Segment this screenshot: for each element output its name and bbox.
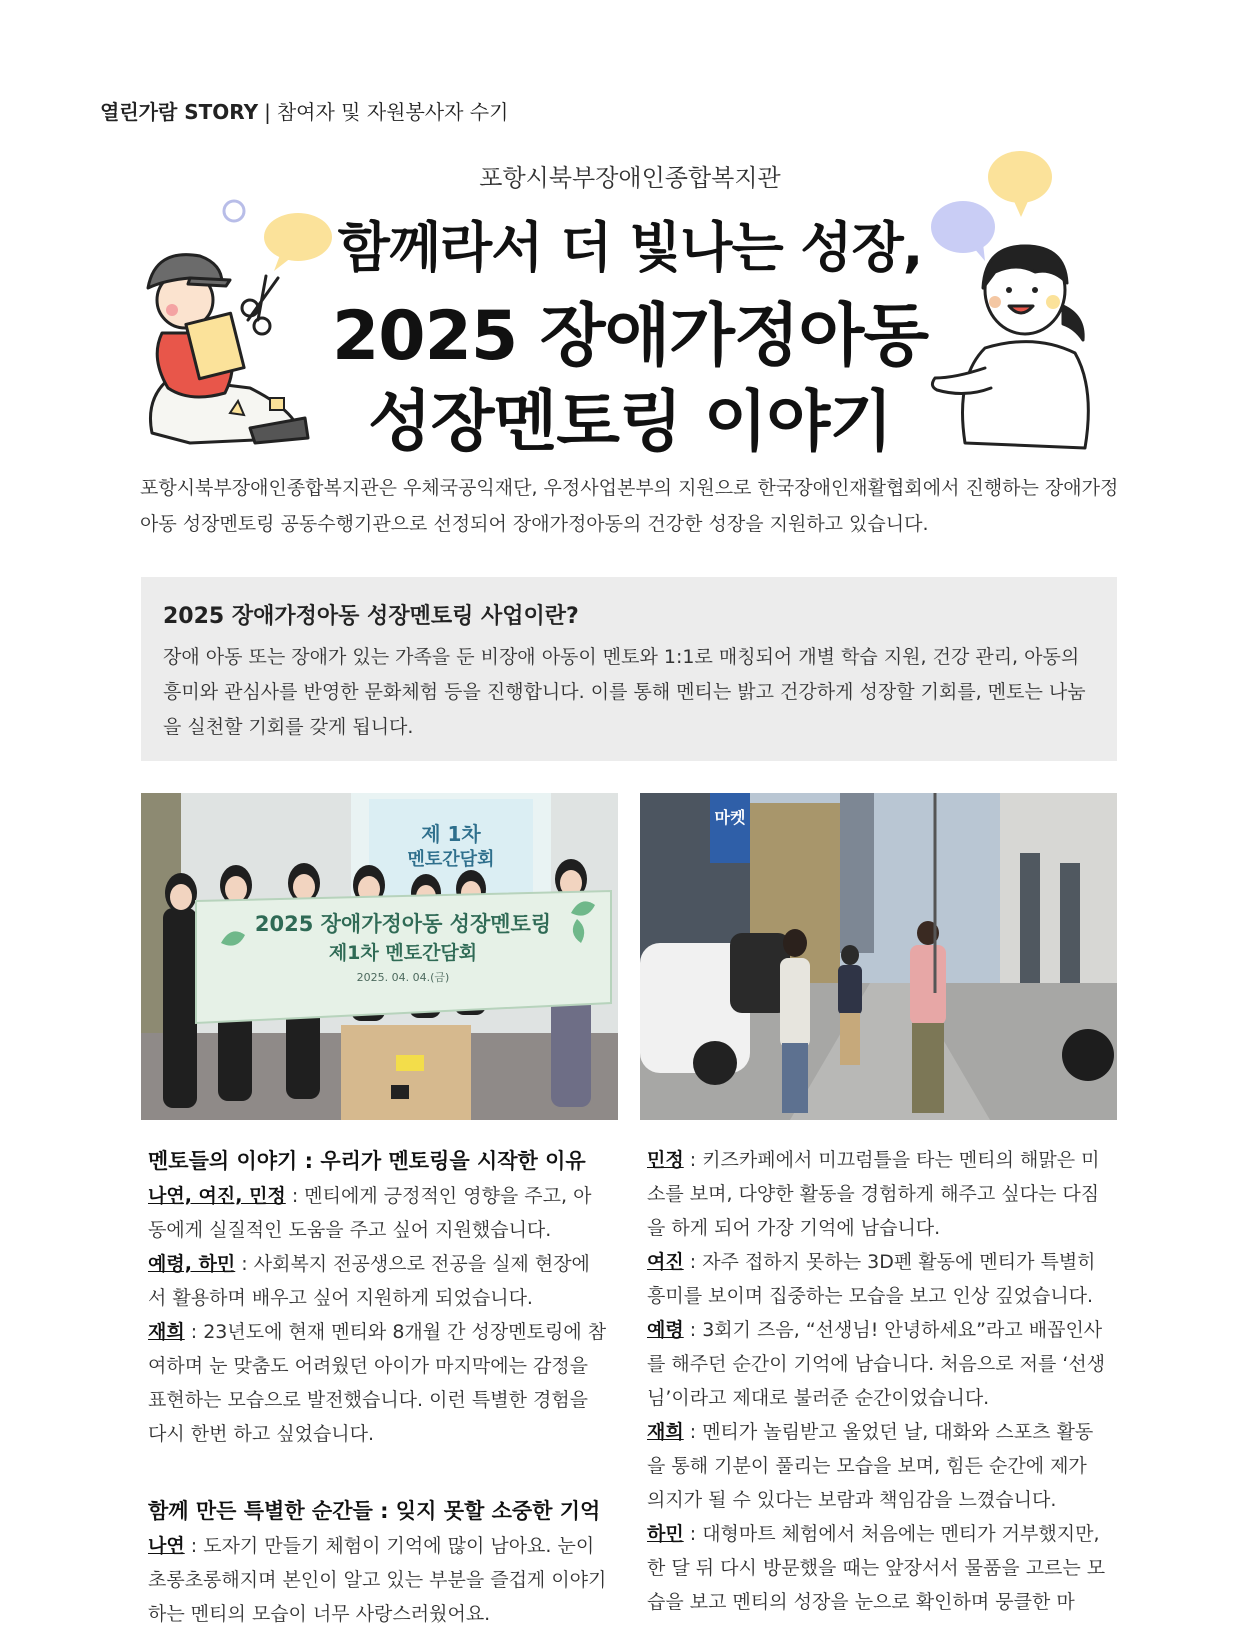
entry-name: 예령 bbox=[647, 1319, 684, 1341]
entry-name: 재희 bbox=[647, 1421, 684, 1443]
entry-text: : 자주 접하지 못하는 3D펜 활동에 멘티가 특별히 흥미를 보이며 집중하는 모습을 보고 인상 깊었습니다. bbox=[647, 1251, 1096, 1307]
entry-reason-3 bbox=[148, 1315, 608, 1451]
title-line-3: 성장멘토링 이야기 bbox=[367, 383, 893, 460]
section-subtitle: 참여자 및 자원봉사자 수기 bbox=[276, 100, 509, 124]
entry-name: 민정 bbox=[647, 1149, 684, 1171]
banner-text-1: 2025 장애가정아동 성장멘토링 bbox=[254, 912, 552, 936]
info-box-heading: 2025 장애가정아동 성장멘토링 사업이란? bbox=[163, 604, 579, 629]
entry-name: 재희 bbox=[148, 1321, 185, 1343]
intro-paragraph: 포항시북부장애인종합복지관은 우체국공익재단, 우정사업본부의 지원으로 한국장애인재활협회에서 진행하는 장애가정아동 성장멘토링 공동수행기관으로 선정되어 장애가정아동의 건강한 성장을 지원하고 있습니다. bbox=[140, 477, 1119, 535]
entry-text: : 키즈카페에서 미끄럼틀을 타는 멘티의 해맑은 미소를 보며, 다양한 활동을 경험하게 해주고 싶다는 다짐을 하게 되어 가장 기억에 남습니다. bbox=[647, 1149, 1100, 1239]
entry-moment-jaehee bbox=[647, 1415, 1107, 1517]
banner-text-2: 제1차 멘토간담회 bbox=[328, 942, 478, 964]
section-header bbox=[100, 96, 508, 125]
photo-street-walk bbox=[640, 793, 1117, 1120]
entry-reason-1 bbox=[148, 1179, 608, 1247]
entry-text: : 사회복지 전공생으로 전공을 실제 현장에서 활용하며 배우고 싶어 지원하게 되었습니다. bbox=[148, 1253, 590, 1309]
entry-moment-minjeong bbox=[647, 1143, 1107, 1245]
entry-name: 나연 bbox=[148, 1535, 185, 1557]
entry-name: 예령, 하민 bbox=[148, 1253, 236, 1275]
screen-text-2: 멘토간담회 bbox=[407, 849, 495, 870]
photo-mentor-meeting bbox=[141, 793, 618, 1120]
section-title-reasons: 멘토들의 이야기 : 우리가 멘토링을 시작한 이유 bbox=[148, 1149, 586, 1173]
header-divider: | bbox=[264, 100, 271, 124]
entry-name: 여진 bbox=[647, 1251, 684, 1273]
entry-moment-hamin bbox=[647, 1517, 1107, 1619]
left-column bbox=[148, 1143, 608, 1631]
entry-name: 나연, 여진, 민정 bbox=[148, 1185, 286, 1207]
screen-text-1: 제 1차 bbox=[421, 822, 481, 846]
organization-name: 포항시북부장애인종합복지관 bbox=[479, 164, 781, 192]
entry-moment-yeojin bbox=[647, 1245, 1107, 1313]
entry-text: : 멘티에게 긍정적인 영향을 주고, 아동에게 실질적인 도움을 주고 싶어 지원했습니다. bbox=[148, 1185, 592, 1241]
entry-name: 하민 bbox=[647, 1523, 684, 1545]
right-column bbox=[647, 1143, 1107, 1619]
banner-date: 2025. 04. 04.(금) bbox=[356, 971, 450, 984]
entry-text: : 대형마트 체험에서 처음에는 멘티가 거부했지만, 한 달 뒤 다시 방문했을 때는 앞장서서 물품을 고르는 모습을 보고 멘티의 성장을 눈으로 확인하며 뭉클한 마 bbox=[647, 1523, 1106, 1613]
title-line-2: 2025 장애가정아동 bbox=[331, 297, 929, 376]
entry-moment-1 bbox=[148, 1529, 608, 1631]
store-sign: 마켓 bbox=[714, 808, 746, 827]
section-name: 열린가람 STORY bbox=[100, 100, 259, 124]
section-title-moments: 함께 만든 특별한 순간들 : 잊지 못할 소중한 기억 bbox=[148, 1499, 601, 1523]
entry-text: : 23년도에 현재 멘티와 8개월 간 성장멘토링에 참여하며 눈 맞춤도 어려웠던 아이가 마지막에는 감정을 표현하는 모습으로 발전했습니다. 이런 특별한 경험을 다시 한번 하고 싶었습니다. bbox=[148, 1321, 607, 1445]
entry-reason-2 bbox=[148, 1247, 608, 1315]
entry-text: : 도자기 만들기 체험이 기억에 많이 남아요. 눈이 초롱초롱해지며 본인이 알고 있는 부분을 즐겁게 이야기하는 멘티의 모습이 너무 사랑스러웠어요. bbox=[148, 1535, 607, 1625]
girl-presenting-illustration-icon bbox=[925, 228, 1105, 463]
child-crafting-illustration-icon bbox=[130, 238, 330, 458]
info-box bbox=[141, 577, 1117, 761]
title-line-1: 함께라서 더 빛나는 성장, bbox=[337, 216, 923, 279]
entry-text: : 멘티가 놀림받고 울었던 날, 대화와 스포츠 활동을 통해 기분이 풀리는 모습을 보며, 힘든 순간에 제가 의지가 될 수 있다는 보람과 책임감을 느꼈습니다. bbox=[647, 1421, 1094, 1511]
entry-text: : 3회기 즈음, “선생님! 안녕하세요”라고 배꼽인사를 해주던 순간이 기억에 남습니다. 처음으로 저를 ‘선생님’이라고 제대로 불러준 순간이었습니다. bbox=[647, 1319, 1106, 1409]
entry-moment-yeryeong bbox=[647, 1313, 1107, 1415]
info-box-body: 장애 아동 또는 장애가 있는 가족을 둔 비장애 아동이 멘토와 1:1로 매칭되어 개별 학습 지원, 건강 관리, 아동의 흥미와 관심사를 반영한 문화체험 등을 진행합니다. 이를 통해 멘티는 밝고 건강하게 성장할 기회를, 멘토는 나눔을 실천할 기회를 갖게 됩니다. bbox=[163, 646, 1086, 738]
